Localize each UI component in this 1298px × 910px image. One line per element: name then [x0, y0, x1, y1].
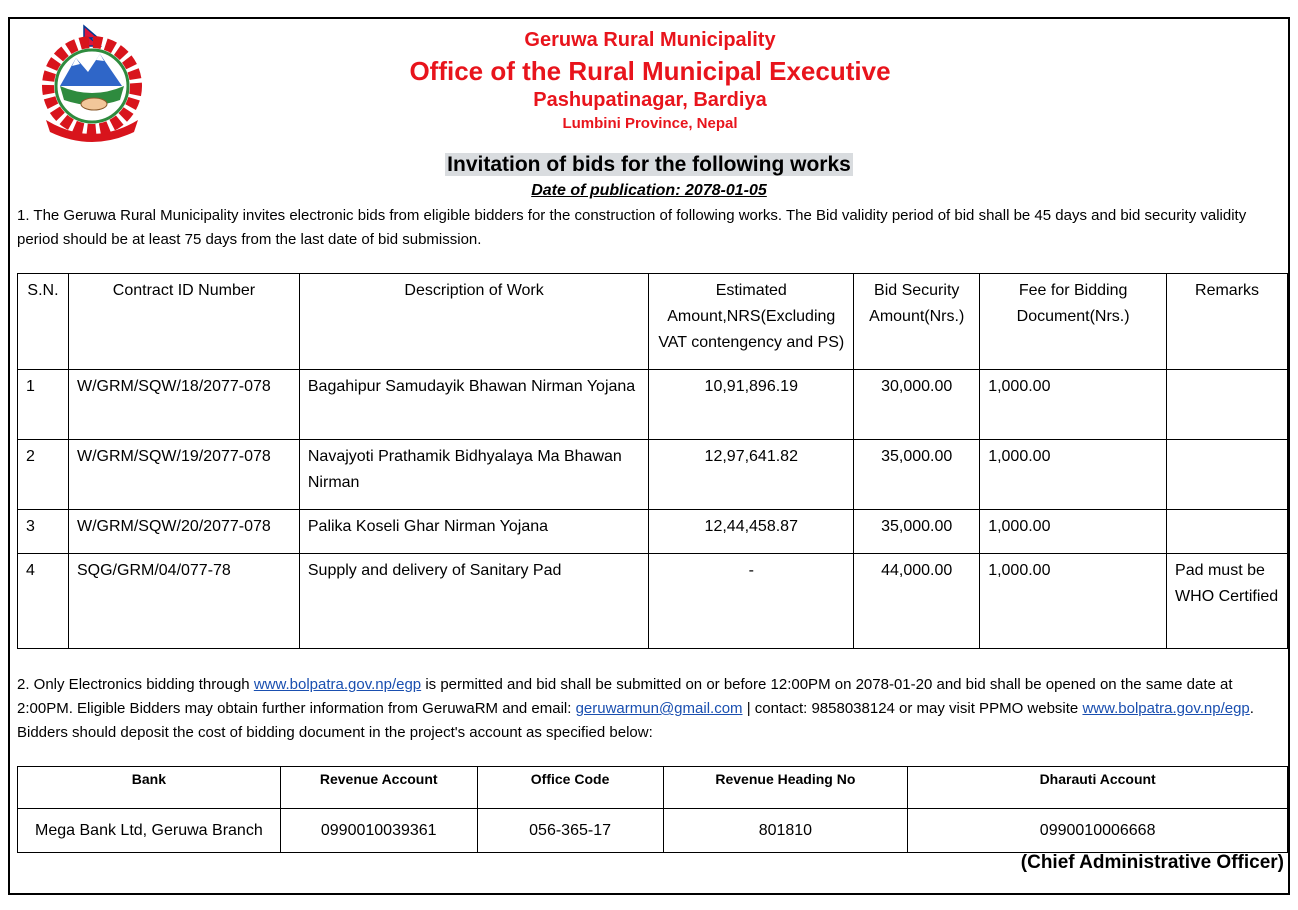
para2-text-2: is permitted and bid shall be submitted on or before 12:00PM on 2078-01-20 and bid shall be opened on the same date at 2:00PM. Eligible Bidders may obtain further information from GeruwaRM and email:: [17, 676, 1233, 717]
cell-amount: 10,91,896.19: [649, 370, 854, 440]
cell-fee: 1,000.00: [980, 370, 1167, 440]
table-row: [18, 370, 1288, 440]
cell-security: 44,000.00: [854, 554, 980, 649]
bank-table-header: [18, 767, 1288, 809]
cell-remarks: Pad must be WHO Certified: [1167, 554, 1288, 649]
cell-amount: -: [649, 554, 854, 649]
cell-remarks: [1167, 440, 1288, 510]
bank-table: [17, 766, 1288, 853]
cell-sn: 4: [18, 554, 69, 649]
cell-contract-id: W/GRM/SQW/18/2077-078: [68, 370, 299, 440]
cell-sn: 3: [18, 510, 69, 554]
cell-remarks: [1167, 370, 1288, 440]
table-row: [18, 554, 1288, 649]
cell-revenue-account: 0990010039361: [280, 809, 477, 853]
cell-office-code: 056-365-17: [477, 809, 663, 853]
office-location: Pashupatinagar, Bardiya: [533, 89, 767, 111]
paragraph-1: 1. The Geruwa Rural Municipality invites electronic bids from eligible bidders for the construction of following works. The Bid validity period of bid shall be 45 days and bid security validity period should be at least 75 days from the last date of bid submission.: [17, 207, 1247, 248]
nepal-government-emblem-icon: [38, 24, 146, 142]
paragraph-2: [17, 673, 1291, 745]
col-revenue-heading: Revenue Heading No: [663, 767, 908, 809]
ppmo-link[interactable]: www.bolpatra.gov.np/egp: [1082, 700, 1250, 717]
notice-title: Invitation of bids for the following works: [447, 153, 851, 176]
office-name: Office of the Rural Municipal Executive: [409, 56, 891, 86]
col-contract-id: Contract ID Number: [68, 274, 299, 370]
para2-text-1: 2. Only Electronics bidding through: [17, 676, 254, 693]
signature-title: (Chief Administrative Officer): [1020, 852, 1284, 873]
col-sn: S.N.: [18, 274, 69, 370]
cell-description: Navajyoti Prathamik Bidhyalaya Ma Bhawan Nirman: [299, 440, 648, 510]
works-table: [17, 273, 1288, 649]
email-link[interactable]: geruwarmun@gmail.com: [575, 700, 743, 717]
cell-fee: 1,000.00: [980, 554, 1167, 649]
cell-amount: 12,44,458.87: [649, 510, 854, 554]
cell-amount: 12,97,641.82: [649, 440, 854, 510]
col-revenue-account: Revenue Account: [280, 767, 477, 809]
cell-contract-id: SQG/GRM/04/077-78: [68, 554, 299, 649]
notice-title-wrap: [0, 153, 1298, 177]
table-row: [18, 440, 1288, 510]
col-remarks: Remarks: [1167, 274, 1288, 370]
cell-security: 30,000.00: [854, 370, 980, 440]
col-bid-security: Bid Security Amount(Nrs.): [854, 274, 980, 370]
table-row: [18, 809, 1288, 853]
table-row: [18, 510, 1288, 554]
col-estimated-amount: Estimated Amount,NRS(Excluding VAT contengency and PS): [649, 274, 854, 370]
cell-fee: 1,000.00: [980, 440, 1167, 510]
bolpatra-link[interactable]: www.bolpatra.gov.np/egp: [253, 676, 422, 693]
cell-security: 35,000.00: [854, 440, 980, 510]
para2-text-3: | contact: 9858038124 or may visit PPMO website: [742, 700, 1083, 717]
cell-security: 35,000.00: [854, 510, 980, 554]
col-dharauti-account: Dharauti Account: [908, 767, 1288, 809]
col-fee: Fee for Bidding Document(Nrs.): [980, 274, 1167, 370]
municipality-name: Geruwa Rural Municipality: [524, 29, 776, 51]
cell-description: Supply and delivery of Sanitary Pad: [299, 554, 648, 649]
col-bank: Bank: [18, 767, 281, 809]
cell-fee: 1,000.00: [980, 510, 1167, 554]
cell-sn: 1: [18, 370, 69, 440]
cell-bank: Mega Bank Ltd, Geruwa Branch: [18, 809, 281, 853]
cell-description: Palika Koseli Ghar Nirman Yojana: [299, 510, 648, 554]
cell-remarks: [1167, 510, 1288, 554]
cell-contract-id: W/GRM/SQW/20/2077-078: [68, 510, 299, 554]
cell-contract-id: W/GRM/SQW/19/2077-078: [68, 440, 299, 510]
works-table-header: [18, 274, 1288, 370]
cell-sn: 2: [18, 440, 69, 510]
publication-date: Date of publication: 2078-01-05: [531, 182, 767, 199]
col-office-code: Office Code: [477, 767, 663, 809]
cell-revenue-heading: 801810: [663, 809, 908, 853]
province-name: Lumbini Province, Nepal: [562, 115, 738, 132]
col-description: Description of Work: [299, 274, 648, 370]
cell-dharauti-account: 0990010006668: [908, 809, 1288, 853]
cell-description: Bagahipur Samudayik Bhawan Nirman Yojana: [299, 370, 648, 440]
para2-text-4: . Bidders should deposit the cost of bidding document in the project's account as specified below:: [17, 700, 1254, 741]
